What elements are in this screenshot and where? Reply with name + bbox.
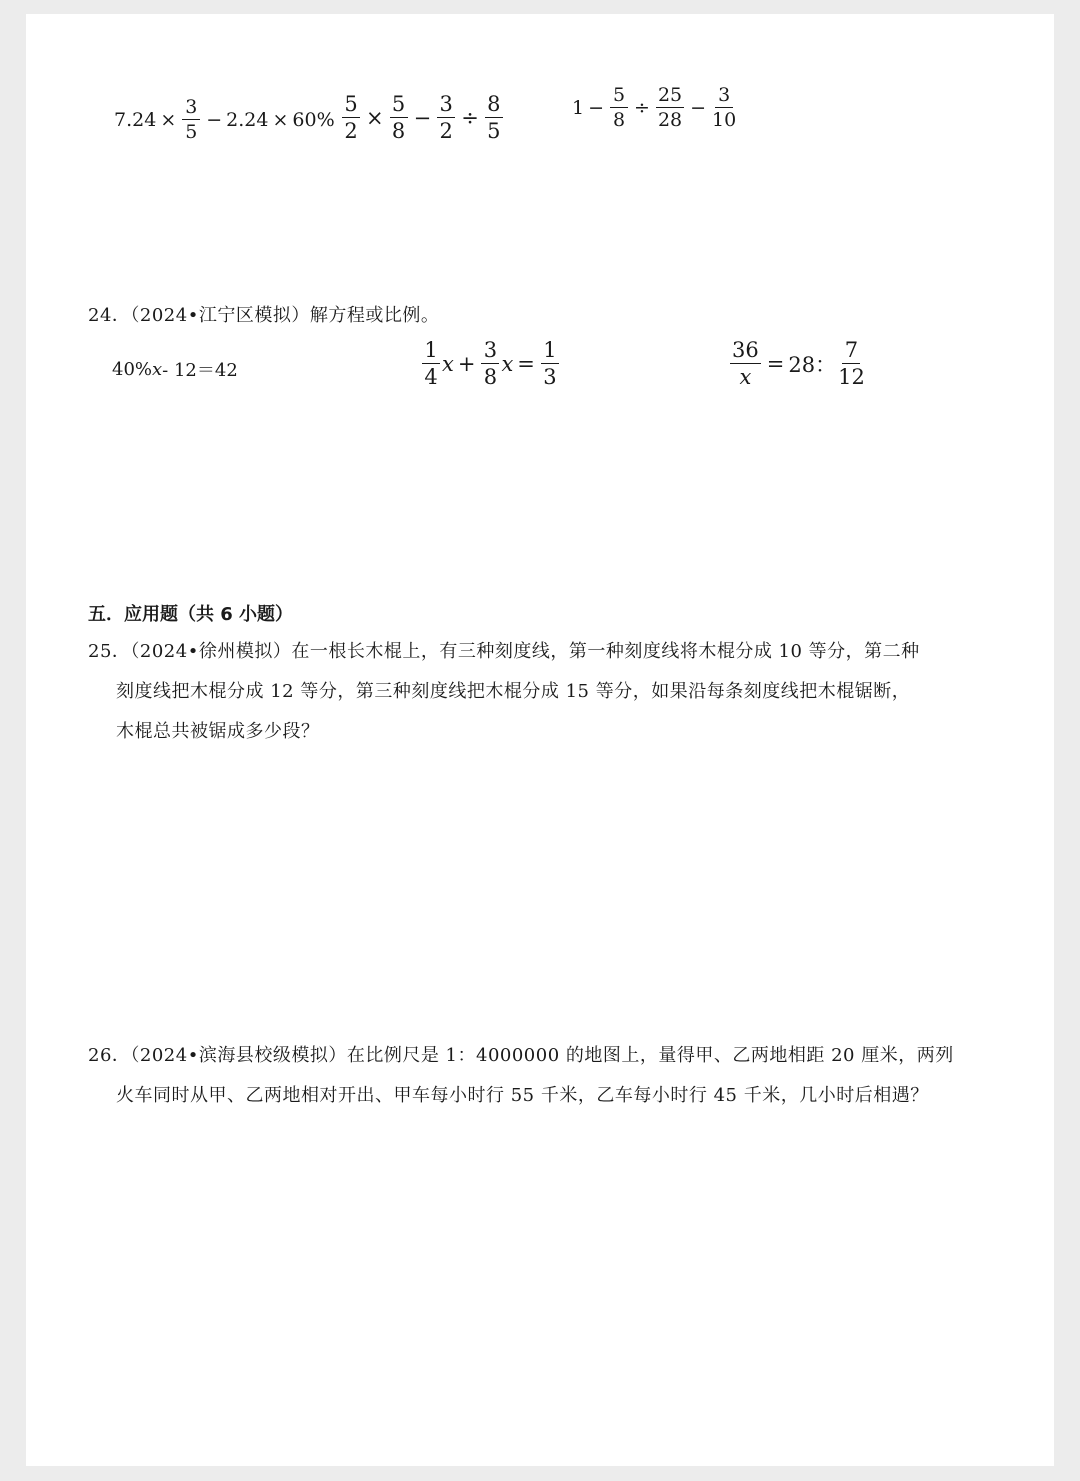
fraction — [730, 340, 761, 388]
numerator: 1 — [541, 340, 559, 364]
variable: x — [152, 358, 163, 380]
operator: ÷ — [634, 97, 650, 119]
denominator: 28 — [657, 109, 683, 131]
operator: − — [588, 97, 605, 119]
fraction — [541, 340, 559, 388]
question-25 — [88, 632, 1028, 752]
number: 7.24 — [114, 109, 157, 131]
numerator: 3 — [437, 94, 455, 118]
fraction — [485, 94, 503, 142]
denominator: 8 — [391, 119, 406, 143]
numerator: 3 — [715, 86, 733, 108]
numerator: 8 — [485, 94, 503, 118]
ratio-value: 28： — [788, 353, 837, 377]
denominator: 5 — [185, 121, 198, 143]
operator: = — [517, 352, 535, 376]
equation-2 — [420, 340, 561, 388]
variable: x — [442, 352, 454, 376]
number: 60% — [292, 109, 335, 131]
denominator: 12 — [838, 365, 865, 389]
equation-3 — [728, 340, 867, 388]
question-26-line-2: 火车同时从甲、乙两地相对开出、甲车每小时行 55 千米，乙车每小时行 45 千米，几小时后相遇？ — [116, 1085, 929, 1106]
numerator: 5 — [390, 94, 408, 118]
question-25-line-1: 25．（2024•徐州模拟）在一根长木棍上，有三种刻度线，第一种刻度线将木棍分成 10 等分，第二种 — [88, 641, 920, 662]
operator: × — [272, 109, 289, 131]
operator: + — [457, 352, 476, 376]
expression-3 — [572, 86, 738, 130]
question-26 — [88, 1036, 1028, 1116]
fraction — [182, 98, 200, 142]
numerator: 5 — [342, 94, 360, 118]
fraction — [437, 94, 455, 142]
equation-rest: - 12＝42 — [162, 360, 238, 381]
denominator: 8 — [483, 365, 498, 389]
fraction — [656, 86, 684, 130]
number: 40% — [112, 358, 153, 380]
operator: × — [366, 106, 384, 130]
question-24-title: 24．（2024•江宁区模拟）解方程或比例。 — [88, 305, 440, 326]
denominator: 10 — [712, 109, 737, 131]
question-25-line-2: 刻度线把木棍分成 12 等分，第三种刻度线把木棍分成 15 等分，如果沿每条刻度线把木棍锯断， — [116, 681, 911, 702]
numerator: 7 — [842, 340, 860, 364]
numerator: 5 — [610, 86, 628, 108]
operator: − — [413, 106, 432, 130]
fraction — [610, 86, 628, 130]
numerator: 1 — [422, 340, 440, 364]
denominator: 3 — [543, 365, 557, 389]
question-26-line-1: 26．（2024•滨海县校级模拟）在比例尺是 1：4000000 的地图上，量得甲、乙两地相距 20 厘米，两列 — [88, 1045, 954, 1066]
worksheet-page — [26, 14, 1054, 1466]
expression-1 — [114, 98, 335, 142]
numerator: 3 — [481, 340, 499, 364]
denominator: 5 — [487, 119, 501, 143]
fraction — [481, 340, 499, 388]
number: 2.24 — [226, 109, 269, 131]
denominator: 4 — [424, 365, 438, 389]
fraction — [390, 94, 408, 142]
variable: x — [501, 352, 514, 376]
fraction — [422, 340, 440, 388]
operator: − — [690, 97, 707, 119]
denominator: x — [739, 365, 752, 389]
question-25-line-3: 木棍总共被锯成多少段？ — [116, 721, 320, 742]
operator: ÷ — [461, 106, 479, 130]
fraction — [712, 86, 736, 130]
operator: × — [160, 109, 177, 131]
fraction — [342, 94, 360, 142]
operator: = — [766, 352, 785, 376]
denominator: 2 — [344, 119, 358, 143]
denominator: 8 — [612, 109, 626, 131]
numerator: 36 — [732, 338, 759, 362]
denominator: 2 — [439, 119, 453, 143]
number: 1 — [572, 97, 585, 119]
numerator: 3 — [182, 98, 200, 120]
operator: − — [206, 109, 223, 131]
equation-1 — [112, 356, 238, 382]
fraction — [838, 340, 865, 388]
expression-2 — [340, 94, 505, 142]
section-title: 五．应用题（共 6 小题） — [88, 604, 294, 625]
numerator: 25 — [657, 84, 683, 106]
